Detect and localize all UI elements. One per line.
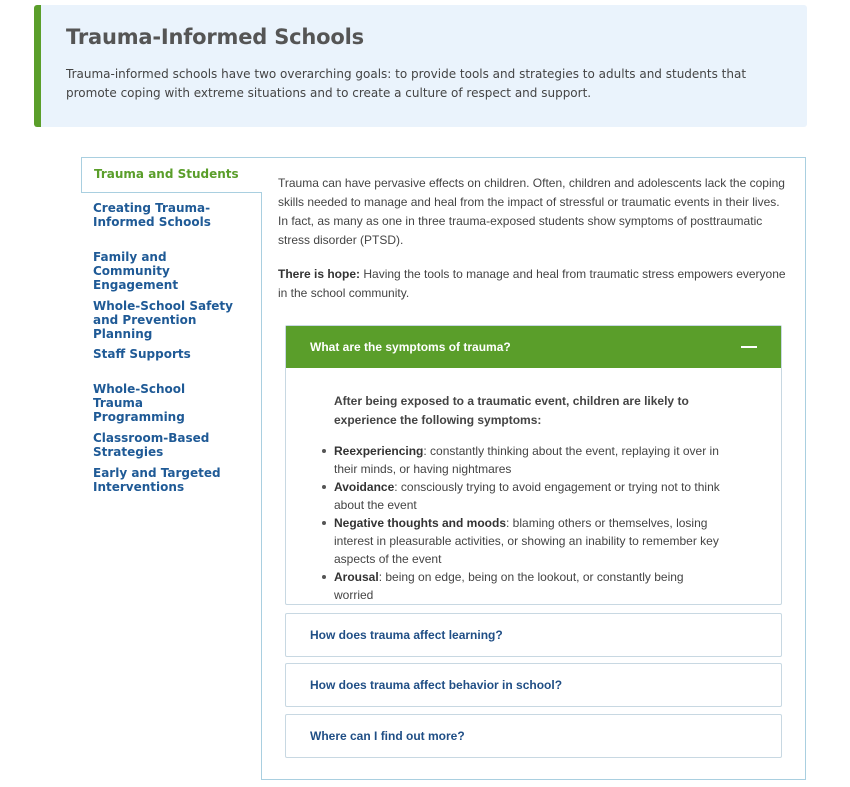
collapse-icon (741, 346, 757, 348)
hope-text: Having the tools to manage and heal from traumatic stress empowers everyone in the school community. (278, 267, 786, 300)
accordion-behavior[interactable] (285, 663, 782, 707)
symptom-desc: : consciously trying to avoid engagement or trying not to think about the event (334, 480, 720, 512)
tab-family-community-engagement[interactable]: Family and Community Engagement (93, 250, 179, 292)
tab-content (278, 174, 790, 303)
accordion-learning[interactable] (285, 613, 782, 657)
accordion-find-more[interactable] (285, 714, 782, 758)
tab-staff-supports[interactable]: Staff Supports (93, 347, 191, 361)
accordion-header-symptoms[interactable] (286, 326, 781, 368)
hope-paragraph (278, 265, 790, 303)
symptom-term: Reexperiencing (334, 444, 424, 458)
accordion-symptoms (285, 325, 782, 605)
symptoms-list (334, 442, 757, 604)
intro-banner (34, 5, 807, 127)
symptom-desc: : being on edge, being on the lookout, or constantly being worried (334, 570, 684, 602)
tabbed-section (81, 157, 806, 780)
section-nav (81, 157, 262, 494)
intro-paragraph: Trauma can have pervasive effects on children. Often, children and adolescents lack the coping skills needed to manage and heal from the impact of stressful or traumatic events in their lives. In fact, as many as one in three trauma-exposed students show symptoms of posttraumatic stress disorder (PTSD). (278, 176, 785, 247)
accordion-header-find-more[interactable] (286, 715, 781, 757)
accordion-title: How does trauma affect behavior in school? (310, 678, 563, 692)
page-title: Trauma-Informed Schools (66, 25, 364, 49)
accordion-header-learning[interactable] (286, 614, 781, 656)
list-item (334, 478, 726, 514)
symptom-term: Arousal (334, 570, 379, 584)
intro-text: Trauma-informed schools have two overarching goals: to provide tools and strategies to adults and students that promote coping with extreme situations and to create a culture of respect and support. (66, 67, 747, 100)
symptoms-lead: After being exposed to a traumatic event, children are likely to experience the following symptoms: (334, 394, 689, 427)
list-item (334, 514, 726, 568)
accordion-body (286, 368, 781, 624)
symptom-desc: : blaming others or themselves, losing interest in pleasurable activities, or showing an inability to remember key aspects of the event (334, 516, 719, 566)
tab-trauma-programming[interactable]: Whole-School Trauma Programming (93, 382, 186, 424)
accordion-header-behavior[interactable] (286, 664, 781, 706)
symptom-term: Negative thoughts and moods (334, 516, 507, 530)
tab-classroom-strategies[interactable]: Classroom-Based Strategies (93, 431, 210, 459)
accordion-title: How does trauma affect learning? (310, 628, 503, 642)
symptom-desc: : constantly thinking about the event, replaying it over in their minds, or having nightmares (334, 444, 719, 476)
list-item (334, 568, 726, 604)
symptom-term: Avoidance (334, 480, 395, 494)
tab-creating-trauma-informed-schools[interactable]: Creating Trauma-Informed Schools (93, 201, 211, 229)
tab-trauma-and-students[interactable]: Trauma and Students (81, 157, 262, 193)
tab-early-targeted-interventions[interactable]: Early and Targeted Interventions (93, 466, 221, 494)
hope-label: There is hope: (278, 267, 361, 281)
accordion-title: What are the symptoms of trauma? (310, 340, 511, 354)
tab-safety-prevention-planning[interactable]: Whole-School Safety and Prevention Planning (93, 299, 233, 341)
accordion-title: Where can I find out more? (310, 729, 465, 743)
list-item (334, 442, 726, 478)
